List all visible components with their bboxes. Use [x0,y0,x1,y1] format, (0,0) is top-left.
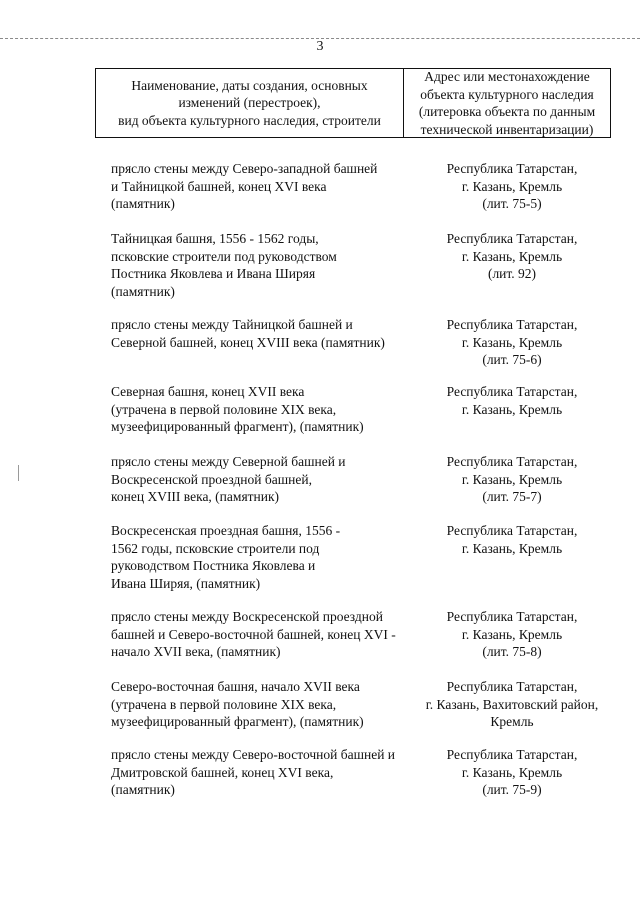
row-name: прясло стены между Северо-восточной башней и Дмитровской башней, конец XVI века, (памятник) [111,747,396,797]
header-name-column: Наименование, даты создания, основных изменений (перестроек), вид объекта культурного наследия, строители [96,69,404,137]
row-address: Республика Татарстан, г. Казань, Кремль (лит. 75-6) [446,317,578,367]
row-name: прясло стены между Воскресенской проездной башней и Северо-восточной башней, конец XVI - начало XVII века, (памятник) [111,609,396,659]
row-name: Воскресенская проездная башня, 1556 - 1562 годы, псковские строители под руководством Постника Яковлева и Ивана Ширяя, (памятник) [111,523,341,591]
row-address: Республика Татарстан, г. Казань, Кремль (лит. 92) [446,231,578,281]
row-name: прясло стены между Северной башней и Воскресенской проездной башней, конец XVIII века, (памятник) [111,454,346,504]
row-name: Северная башня, конец XVII века (утрачена в первой половине XIX века, музеефицированный фрагмент), (памятник) [111,384,364,434]
row-address: Республика Татарстан, г. Казань, Кремль (лит. 75-7) [446,454,578,504]
row-address: Республика Татарстан, г. Казань, Кремль (лит. 75-5) [446,161,578,211]
row-name: прясло стены между Тайницкой башней и Северной башней, конец XVIII века (памятник) [111,317,385,350]
table-header [95,68,611,138]
row-address: Республика Татарстан, г. Казань, Кремль (лит. 75-9) [446,747,578,797]
row-name: Северо-восточная башня, начало XVII века (утрачена в первой половине XIX века, музеефицированный фрагмент), (памятник) [111,679,364,729]
scan-edge-mark [18,465,19,481]
row-name: прясло стены между Северо-западной башней и Тайницкой башней, конец XVI века (памятник) [111,161,378,211]
row-address: Республика Татарстан, г. Казань, Вахитовский район, Кремль [425,679,599,729]
row-address: Республика Татарстан, г. Казань, Кремль (лит. 75-8) [446,609,578,659]
header-address-column: Адрес или местонахождение объекта культурного наследия (литеровка объекта по данным технической инвентаризации) [418,69,596,137]
row-address: Республика Татарстан, г. Казань, Кремль [446,384,578,417]
page-number: 3 [316,39,324,54]
row-name: Тайницкая башня, 1556 - 1562 годы, псковские строители под руководством Постника Яковлева и Ивана Ширяя (памятник) [111,231,337,299]
row-address: Республика Татарстан, г. Казань, Кремль [446,523,578,556]
